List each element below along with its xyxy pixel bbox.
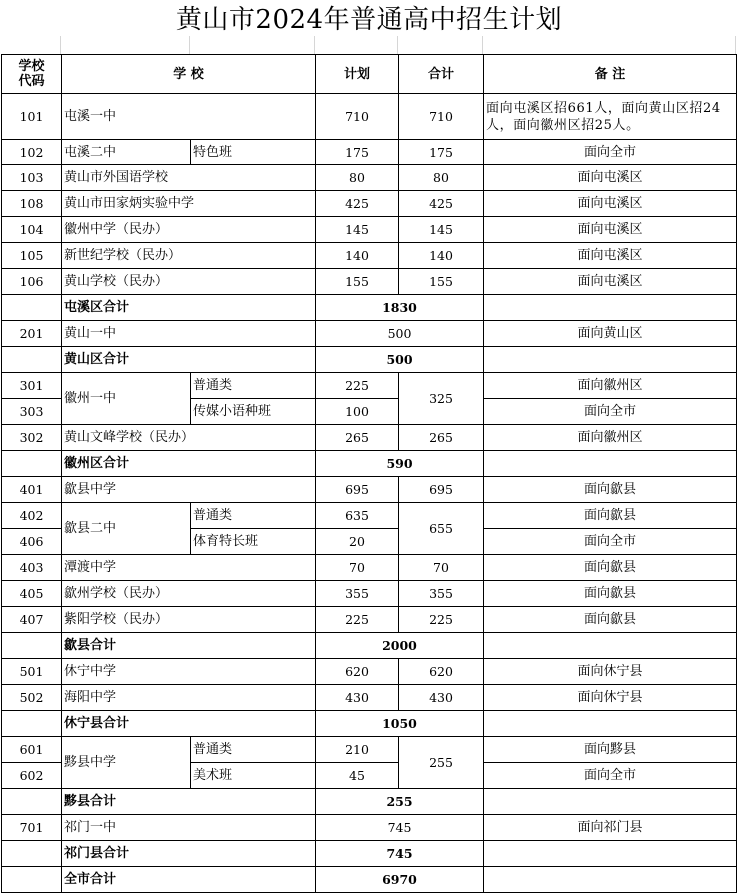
remark: 面向黄山区 — [484, 321, 737, 347]
remark: 面向歙县 — [484, 503, 737, 529]
school-code: 201 — [2, 321, 62, 347]
table-row — [2, 191, 737, 217]
remark: 面向屯溪区 — [484, 217, 737, 243]
school-name: 屯溪一中 — [62, 94, 316, 140]
school-name: 黄山市外国语学校 — [62, 165, 316, 191]
table-row — [2, 555, 737, 581]
page-title: 黄山市2024年普通高中招生计划 — [175, 5, 563, 35]
table-row — [2, 737, 737, 763]
school-code: 303 — [2, 399, 62, 425]
table-row — [2, 373, 737, 399]
remark: 面向徽州区 — [484, 373, 737, 399]
grand-total-value: 6970 — [316, 867, 484, 893]
remark: 面向屯溪区 — [484, 191, 737, 217]
total-value: 155 — [399, 269, 484, 295]
school-name: 徽州中学（民办） — [62, 217, 316, 243]
subtotal-label: 祁门县合计 — [62, 841, 316, 867]
header-school: 学 校 — [62, 55, 316, 94]
plan-value: 695 — [316, 477, 399, 503]
total-value: 265 — [399, 425, 484, 451]
school-code: 102 — [2, 140, 62, 165]
total-value: 255 — [399, 737, 484, 789]
plan-value: 225 — [316, 607, 399, 633]
plan-value: 210 — [316, 737, 399, 763]
total-value: 325 — [399, 373, 484, 425]
class-type: 特色班 — [191, 140, 316, 165]
plan-value: 500 — [316, 321, 484, 347]
school-name: 黄山一中 — [62, 321, 316, 347]
subtotal-label: 黟县合计 — [62, 789, 316, 815]
grand-total-label: 全市合计 — [62, 867, 316, 893]
school-name: 黄山学校（民办） — [62, 269, 316, 295]
subtotal-label: 徽州区合计 — [62, 451, 316, 477]
school-name: 休宁中学 — [62, 659, 316, 685]
school-name: 歙县中学 — [62, 477, 316, 503]
total-value: 695 — [399, 477, 484, 503]
district-subtotal-row — [2, 711, 737, 737]
school-code: 105 — [2, 243, 62, 269]
remark: 面向屯溪区招661人，面向黄山区招24人，面向徽州区招25人。 — [484, 94, 737, 140]
school-name: 新世纪学校（民办） — [62, 243, 316, 269]
table-row — [2, 607, 737, 633]
school-name: 屯溪二中 — [62, 140, 191, 165]
school-name: 黄山文峰学校（民办） — [62, 425, 316, 451]
school-name: 祁门一中 — [62, 815, 316, 841]
plan-value: 70 — [316, 555, 399, 581]
subtotal-value: 2000 — [316, 633, 484, 659]
class-type: 普通类 — [191, 373, 316, 399]
school-name: 黄山市田家炳实验中学 — [62, 191, 316, 217]
table-row — [2, 815, 737, 841]
remark: 面向歙县 — [484, 607, 737, 633]
table-row — [2, 581, 737, 607]
subtotal-label: 黄山区合计 — [62, 347, 316, 373]
school-name: 徽州一中 — [62, 373, 191, 425]
plan-value: 175 — [316, 140, 399, 165]
school-code: 406 — [2, 529, 62, 555]
class-type: 体育特长班 — [191, 529, 316, 555]
subtotal-value: 255 — [316, 789, 484, 815]
remark: 面向歙县 — [484, 555, 737, 581]
table-row — [2, 659, 737, 685]
plan-value: 620 — [316, 659, 399, 685]
total-value: 225 — [399, 607, 484, 633]
district-subtotal-row — [2, 295, 737, 321]
school-code: 104 — [2, 217, 62, 243]
table-row — [2, 217, 737, 243]
remark: 面向休宁县 — [484, 659, 737, 685]
district-subtotal-row — [2, 451, 737, 477]
plan-value: 140 — [316, 243, 399, 269]
school-name: 海阳中学 — [62, 685, 316, 711]
district-subtotal-row — [2, 347, 737, 373]
school-code: 407 — [2, 607, 62, 633]
plan-value: 225 — [316, 373, 399, 399]
district-subtotal-row — [2, 789, 737, 815]
school-name: 黟县中学 — [62, 737, 191, 789]
total-value: 425 — [399, 191, 484, 217]
remark: 面向歙县 — [484, 477, 737, 503]
school-code: 601 — [2, 737, 62, 763]
table-row — [2, 269, 737, 295]
subtotal-label: 休宁县合计 — [62, 711, 316, 737]
school-code: 103 — [2, 165, 62, 191]
total-value: 140 — [399, 243, 484, 269]
total-value: 710 — [399, 94, 484, 140]
subtotal-label: 屯溪区合计 — [62, 295, 316, 321]
total-value: 70 — [399, 555, 484, 581]
school-name: 歙县二中 — [62, 503, 191, 555]
class-type: 普通类 — [191, 737, 316, 763]
subtotal-value: 590 — [316, 451, 484, 477]
remark: 面向屯溪区 — [484, 243, 737, 269]
remark: 面向全市 — [484, 763, 737, 789]
remark: 面向全市 — [484, 529, 737, 555]
plan-value: 425 — [316, 191, 399, 217]
plan-value: 430 — [316, 685, 399, 711]
class-type: 传媒小语种班 — [191, 399, 316, 425]
total-value: 620 — [399, 659, 484, 685]
header-remark: 备 注 — [484, 55, 737, 94]
school-code: 405 — [2, 581, 62, 607]
remark: 面向全市 — [484, 399, 737, 425]
subtotal-value: 1830 — [316, 295, 484, 321]
remark: 面向休宁县 — [484, 685, 737, 711]
school-code: 401 — [2, 477, 62, 503]
remark: 面向徽州区 — [484, 425, 737, 451]
plan-value: 100 — [316, 399, 399, 425]
table-row — [2, 503, 737, 529]
header-plan: 计划 — [316, 55, 399, 94]
school-code: 502 — [2, 685, 62, 711]
total-value: 430 — [399, 685, 484, 711]
table-row — [2, 425, 737, 451]
school-code: 403 — [2, 555, 62, 581]
plan-value: 635 — [316, 503, 399, 529]
class-type: 普通类 — [191, 503, 316, 529]
table-row — [2, 321, 737, 347]
school-name: 紫阳学校（民办） — [62, 607, 316, 633]
school-code: 302 — [2, 425, 62, 451]
school-code: 301 — [2, 373, 62, 399]
plan-value: 355 — [316, 581, 399, 607]
total-value: 355 — [399, 581, 484, 607]
header-total: 合计 — [399, 55, 484, 94]
spreadsheet-gridline-row — [0, 36, 738, 54]
plan-value: 265 — [316, 425, 399, 451]
table-row — [2, 94, 737, 140]
table-row — [2, 685, 737, 711]
district-subtotal-row — [2, 633, 737, 659]
plan-value: 145 — [316, 217, 399, 243]
header-school-code: 学校 代码 — [2, 55, 62, 94]
district-subtotal-row — [2, 841, 737, 867]
school-code: 108 — [2, 191, 62, 217]
table-row — [2, 165, 737, 191]
school-code: 701 — [2, 815, 62, 841]
school-code: 602 — [2, 763, 62, 789]
total-value: 80 — [399, 165, 484, 191]
remark: 面向黟县 — [484, 737, 737, 763]
plan-value: 745 — [316, 815, 484, 841]
grand-total-row — [2, 867, 737, 893]
subtotal-value: 745 — [316, 841, 484, 867]
plan-value: 155 — [316, 269, 399, 295]
school-name: 歙州学校（民办） — [62, 581, 316, 607]
school-code: 501 — [2, 659, 62, 685]
remark: 面向屯溪区 — [484, 269, 737, 295]
school-code: 402 — [2, 503, 62, 529]
school-name: 潭渡中学 — [62, 555, 316, 581]
plan-value: 710 — [316, 94, 399, 140]
table-row — [2, 243, 737, 269]
plan-value: 80 — [316, 165, 399, 191]
total-value: 145 — [399, 217, 484, 243]
remark: 面向祁门县 — [484, 815, 737, 841]
table-header-row — [2, 55, 737, 94]
plan-value: 20 — [316, 529, 399, 555]
remark: 面向歙县 — [484, 581, 737, 607]
remark: 面向全市 — [484, 140, 737, 165]
subtotal-value: 500 — [316, 347, 484, 373]
class-type: 美术班 — [191, 763, 316, 789]
plan-value: 45 — [316, 763, 399, 789]
school-code: 101 — [2, 94, 62, 140]
subtotal-label: 歙县合计 — [62, 633, 316, 659]
school-code: 106 — [2, 269, 62, 295]
table-row — [2, 477, 737, 503]
total-value: 655 — [399, 503, 484, 555]
subtotal-value: 1050 — [316, 711, 484, 737]
enrollment-plan-table — [1, 54, 737, 893]
table-row — [2, 140, 737, 165]
total-value: 175 — [399, 140, 484, 165]
remark: 面向屯溪区 — [484, 165, 737, 191]
